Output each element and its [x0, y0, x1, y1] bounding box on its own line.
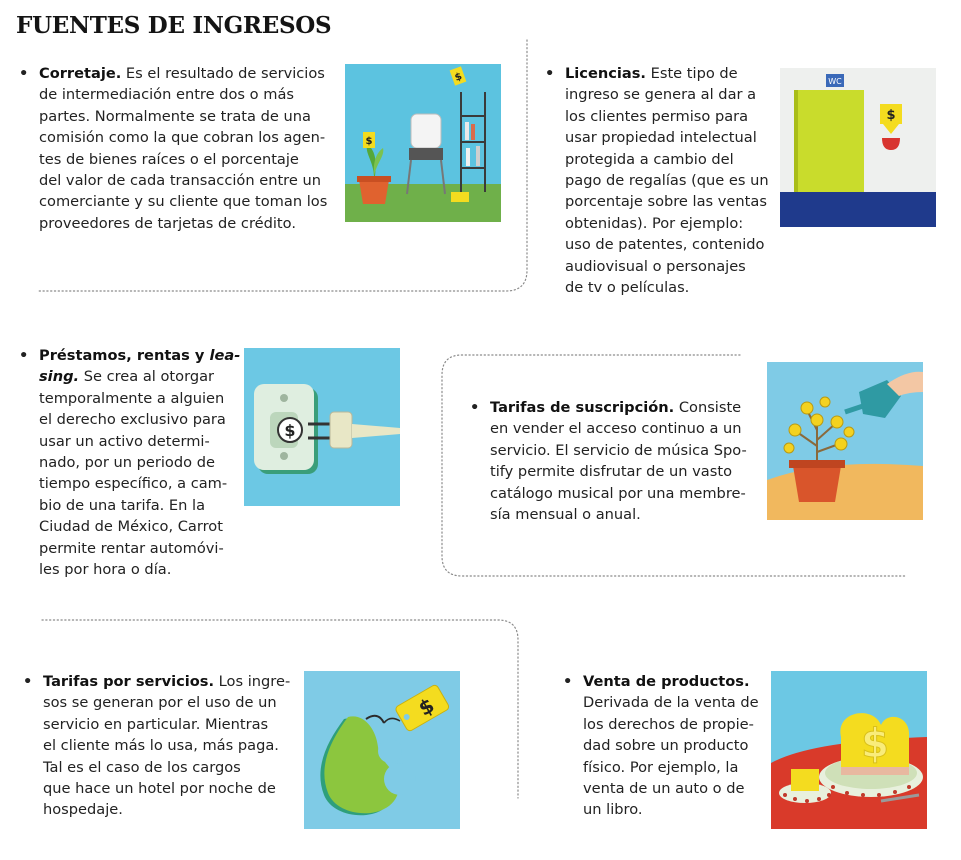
item-text: en vender el acceso continuo a un [490, 420, 742, 438]
illustration-licencias [780, 68, 936, 227]
illustration-productos [771, 671, 927, 829]
item-text: bio de una tarifa. En la [39, 496, 206, 514]
bullet: • [563, 673, 573, 690]
item-text: sía mensual o anual. [490, 506, 641, 524]
item-text: comerciante y su cliente que toman los [39, 193, 328, 211]
item-text: de intermediación entre dos o más [39, 86, 294, 104]
item-term: Licencias. [565, 65, 646, 82]
dollar-symbol: $ [861, 721, 889, 767]
item-term: Tarifas por servicios. [43, 673, 215, 690]
item-text: tify permite disfrutar de un vasto [490, 463, 732, 481]
item-text: les por hora o día. [39, 561, 172, 579]
item-text: temporalmente a alguien [39, 389, 225, 407]
item-text: Derivada de la venta de [583, 694, 759, 712]
item-text: Se crea al otorgar [79, 368, 215, 386]
illustration-suscripcion [767, 362, 923, 520]
item-text: un libro. [583, 801, 643, 819]
item-text: Consiste [674, 399, 742, 416]
item-text: Es el resultado de servicios [121, 65, 325, 82]
bullet: • [19, 65, 29, 82]
page-title: FUENTES DE INGRESOS [16, 12, 332, 39]
item-servicios [23, 671, 293, 821]
item-text: uso de patentes, contenido [565, 236, 765, 254]
illustration-servicios [304, 671, 460, 829]
item-text: protegida a cambio del [565, 150, 734, 168]
item-text: tiempo específico, a cam- [39, 475, 228, 493]
item-text: Tal es el caso de los cargos [43, 758, 241, 776]
tag-dollar: $ [453, 71, 464, 84]
item-text: venta de un auto o de [583, 780, 745, 798]
item-prestamos [19, 345, 241, 580]
item-licencias [545, 63, 770, 298]
item-text: tes de bienes raíces o el porcentaje [39, 150, 299, 168]
dollar-symbol: $ [284, 421, 296, 440]
bullet: • [470, 399, 480, 416]
item-text: hospedaje. [43, 801, 123, 819]
item-term: Venta de productos. [583, 673, 750, 690]
item-term-italic: lea- [209, 347, 241, 364]
item-term: Corretaje. [39, 65, 122, 82]
item-text: audiovisual o personajes [565, 257, 746, 275]
bullet: • [19, 347, 29, 364]
door-sign: WC [828, 77, 842, 86]
illustration-corretaje [345, 64, 501, 222]
item-term-italic: sing. [39, 368, 80, 386]
item-productos [563, 671, 763, 821]
item-text: proveedores de tarjetas de crédito. [39, 214, 296, 232]
item-text: comisión como la que cobran los agen- [39, 129, 326, 147]
item-term: Tarifas de suscripción. [490, 399, 675, 416]
item-text: partes. Normalmente se trata de una [39, 107, 311, 125]
item-text: catálogo musical por una membre- [490, 484, 746, 502]
item-text: físico. Por ejemplo, la [583, 758, 739, 776]
item-corretaje [19, 63, 339, 234]
item-text: usar un activo determi- [39, 432, 210, 450]
item-text: servicio en particular. Mientras [43, 715, 269, 733]
item-term: Préstamos, rentas y [39, 347, 210, 364]
item-text: obtenidas). Por ejemplo: [565, 214, 744, 232]
item-text: el derecho exclusivo para [39, 411, 226, 429]
tag-dollar: $ [886, 108, 896, 123]
item-text: ingreso se genera al dar a [565, 86, 757, 104]
item-text: los derechos de propie- [583, 715, 754, 733]
item-text: servicio. El servicio de música Spo- [490, 441, 747, 459]
item-text: Los ingre- [214, 673, 291, 690]
item-text: de tv o películas. [565, 279, 690, 297]
item-suscripcion [470, 397, 760, 525]
item-text: del valor de cada transacción entre un [39, 172, 321, 190]
item-text: Ciudad de México, Carrot [39, 518, 223, 536]
tag-dollar: $ [365, 136, 373, 147]
item-text: sos se generan por el uso de un [43, 694, 277, 712]
item-text: pago de regalías (que es un [565, 172, 769, 190]
item-text: usar propiedad intelectual [565, 129, 757, 147]
item-text: que hace un hotel por noche de [43, 780, 276, 798]
tag-dollar: $ [414, 692, 439, 721]
illustration-prestamos [244, 348, 400, 506]
item-text: el cliente más lo usa, más paga. [43, 737, 279, 755]
item-text: los clientes permiso para [565, 107, 749, 125]
item-text: dad sobre un producto [583, 737, 749, 755]
item-text: permite rentar automóvi- [39, 539, 224, 557]
bullet: • [23, 673, 33, 690]
item-text: Este tipo de [645, 65, 738, 82]
item-text: nado, por un periodo de [39, 454, 215, 472]
bullet: • [545, 65, 555, 82]
item-text: porcentaje sobre las ventas [565, 193, 767, 211]
